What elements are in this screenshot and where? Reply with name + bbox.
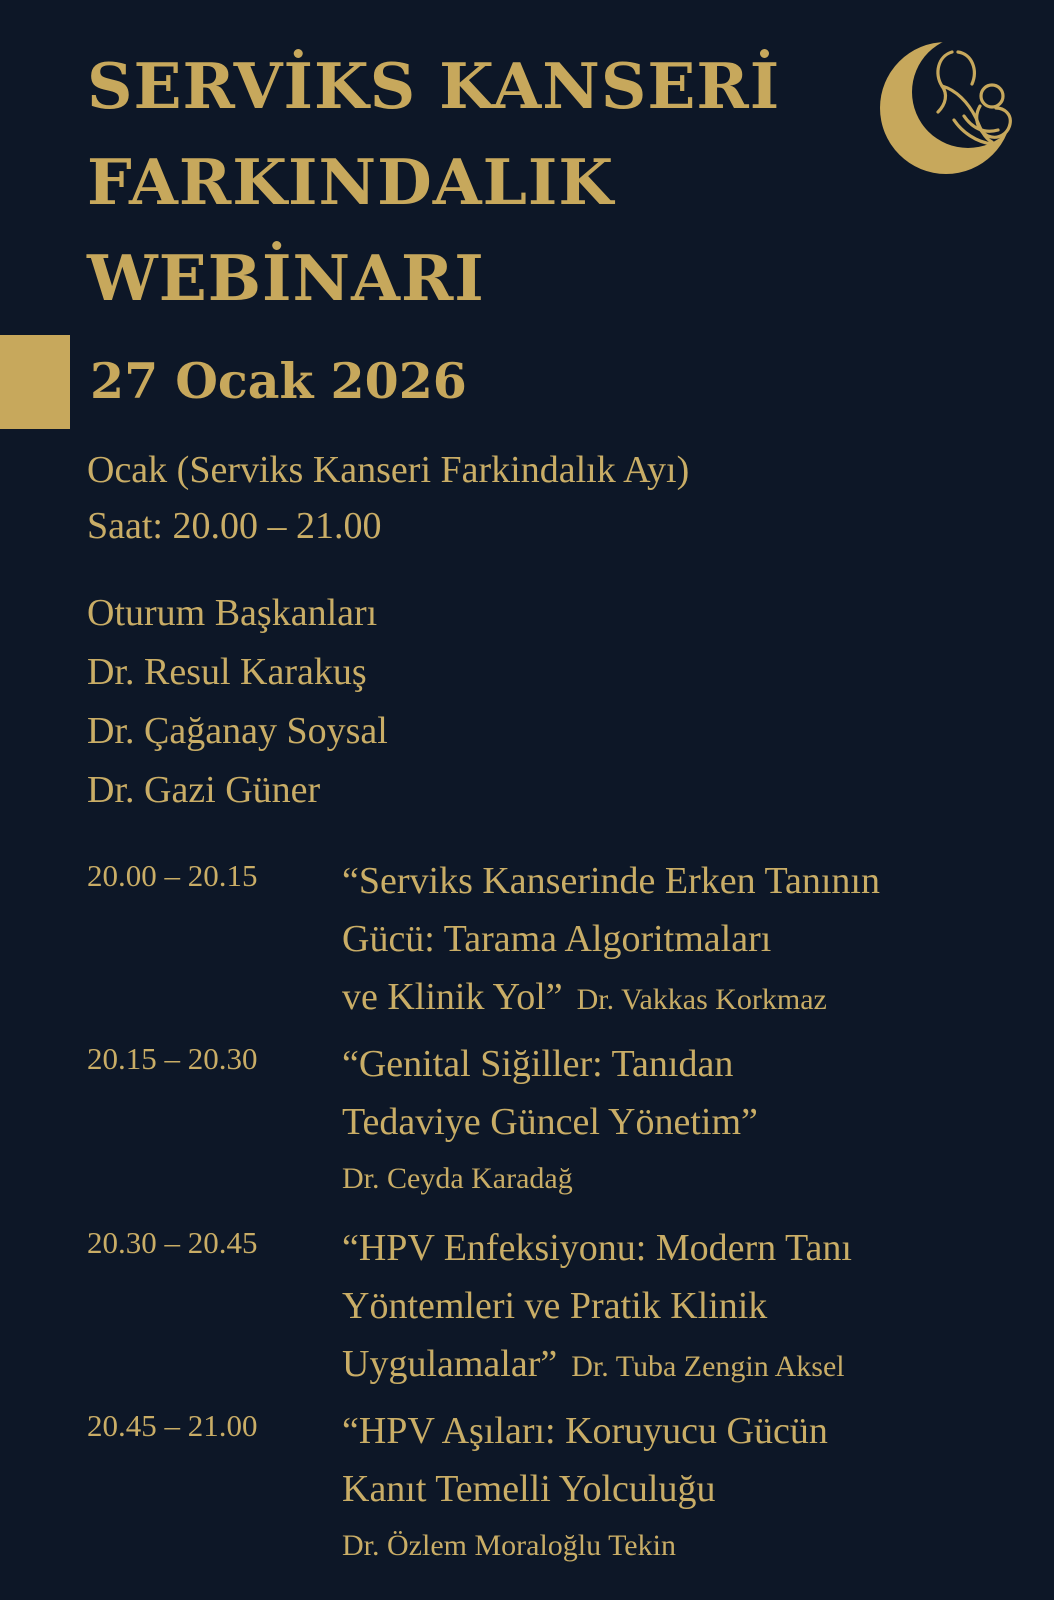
talk-title-line: “HPV Enfeksiyonu: Modern Tanı (342, 1227, 852, 1269)
talk-title-line: Gücü: Tarama Algoritmaları (342, 918, 772, 960)
talk-title-line: Uygulamalar” (342, 1343, 558, 1385)
chair-name: Dr. Resul Karakuş (87, 651, 367, 693)
speaker-name: Dr. Özlem Moraloğlu Tekin (342, 1529, 676, 1562)
talk-title-line: “Serviks Kanserinde Erken Tanının (342, 860, 880, 902)
talk-title-line: “Genital Siğiller: Tanıdan (342, 1043, 734, 1085)
event-date: 27 Ocak 2026 (90, 352, 467, 410)
event-time-text: Saat: 20.00 – 21.00 (87, 505, 382, 547)
session-time: 20.00 – 20.15 (87, 858, 258, 893)
session-time: 20.30 – 20.45 (87, 1225, 258, 1260)
speaker-name: Dr. Ceyda Karadağ (342, 1162, 573, 1195)
accent-bar (0, 335, 70, 429)
session-talk (342, 1219, 1032, 1396)
chairs-heading: Oturum Başkanları (87, 592, 378, 634)
session-talk (342, 1035, 1032, 1207)
program-session (87, 1402, 1037, 1572)
session-talk (342, 1402, 1032, 1574)
awareness-month-text: Ocak (Serviks Kanseri Farkindalık Ayı) (87, 449, 690, 491)
program-session (87, 852, 1037, 1035)
program-session (87, 1035, 1037, 1219)
event-title (87, 38, 780, 326)
talk-title-line: Kanıt Temelli Yolculuğu (342, 1468, 716, 1510)
session-chairs (87, 584, 388, 820)
talk-title-line: Yöntemleri ve Pratik Klinik (342, 1285, 768, 1327)
event-info (87, 442, 689, 554)
title-line: SERVİKS KANSERİ (87, 49, 781, 123)
crescent-mother-child-icon (880, 30, 1030, 180)
program-list (87, 852, 1037, 1572)
chair-name: Dr. Çağanay Soysal (87, 710, 388, 752)
program-session (87, 1219, 1037, 1402)
talk-title-line: Tedaviye Güncel Yönetim” (342, 1101, 758, 1143)
session-talk (342, 852, 1032, 1029)
title-line: WEBİNARI (87, 241, 485, 315)
chair-name: Dr. Gazi Güner (87, 769, 321, 811)
session-time: 20.15 – 20.30 (87, 1041, 258, 1076)
title-line: FARKINDALIK (87, 145, 615, 219)
talk-title-line: “HPV Aşıları: Koruyucu Gücün (342, 1410, 828, 1452)
talk-title-line: ve Klinik Yol” (342, 976, 563, 1018)
session-time: 20.45 – 21.00 (87, 1408, 258, 1443)
speaker-name: Dr. Vakkas Korkmaz (576, 983, 827, 1016)
speaker-name: Dr. Tuba Zengin Aksel (571, 1350, 845, 1383)
